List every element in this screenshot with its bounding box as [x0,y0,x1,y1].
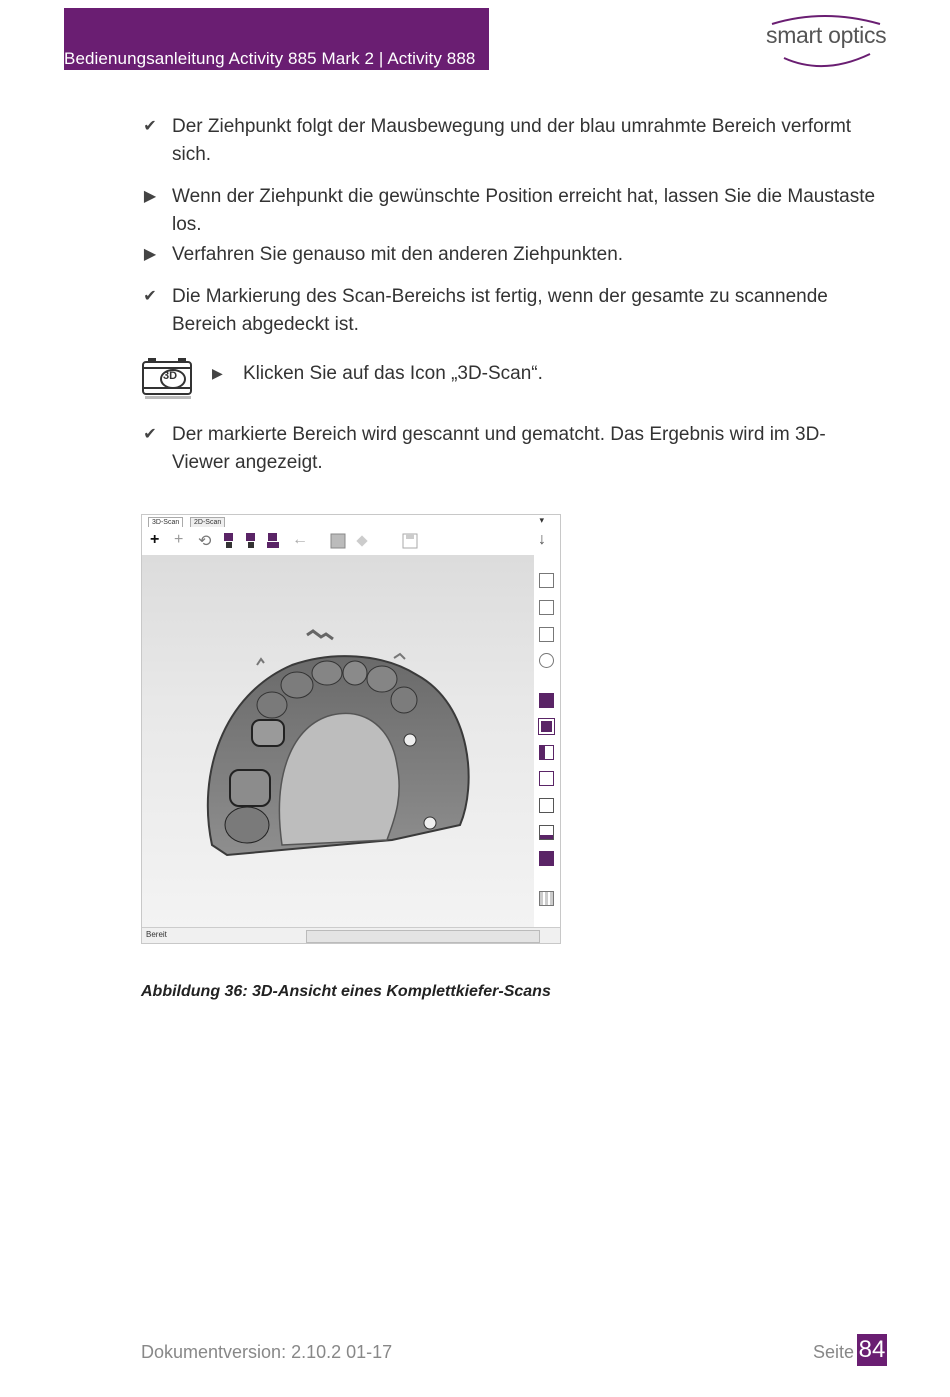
tab-2d-scan[interactable]: 2D-Scan [190,517,225,528]
purple-tooth-icon-3[interactable] [266,533,280,549]
step-text: Klicken Sie auf das Icon „3D-Scan“. [243,363,543,384]
save-icon[interactable] [402,533,418,549]
cube-view-icon-5[interactable] [539,798,554,813]
purple-tooth-icon-2[interactable] [244,533,258,549]
step-action-2 [140,241,880,269]
jaw-scan-model [142,555,534,927]
step-action-1 [140,183,880,239]
step-action-3d-scan [140,356,880,402]
cube-view-icon-6[interactable] [539,825,554,840]
logo-text: smart optics [766,22,887,48]
3d-viewer-screenshot [141,514,561,944]
document-version: Dokumentversion: 2.10.2 01-17 [141,1342,393,1362]
cube-view-icon-7[interactable] [539,851,554,866]
view-x-icon[interactable] [539,573,554,588]
cube-disabled-icon[interactable] [330,533,346,549]
check-icon: ✔ [143,118,157,135]
arrow-left-icon[interactable]: ← [292,531,308,548]
triangle-right-icon: ▶ [212,365,223,381]
purple-tooth-icon-1[interactable] [222,533,236,549]
triangle-right-icon: ▶ [143,188,157,205]
page-number: 84 [857,1334,887,1366]
check-icon: ✔ [143,426,157,443]
3d-scan-icon-label: 3D [163,370,178,382]
eraser-icon[interactable] [356,535,368,547]
figure-caption: Abbildung 36: 3D-Ansicht eines Komplettkiefer-Scans [141,983,551,1000]
step-text: Wenn der Ziehpunkt die gewünschte Position erreicht hat, lassen Sie die Maustaste los. [172,186,876,235]
view-z-icon[interactable] [539,627,554,642]
3d-model-viewport[interactable] [142,555,534,927]
cube-view-icon-3[interactable] [539,745,554,760]
step-text: Der markierte Bereich wird gescannt und gematcht. Das Ergebnis wird im 3D-Viewer angezeigt. [172,424,826,473]
grid-view-icon[interactable] [539,891,554,906]
smart-optics-logo [762,14,887,70]
status-progress-field [306,930,540,943]
3d-scan-icon [140,356,196,400]
status-text: Bereit [146,930,167,939]
step-text: Die Markierung des Scan-Bereichs ist fertig, wenn der gesamte zu scannende Bereich abgedeckt ist. [172,286,828,335]
dropdown-menu-icon[interactable]: ▾ [539,515,544,525]
view-y-icon[interactable] [539,600,554,615]
add-icon[interactable]: + [150,531,160,548]
document-title: Bedienungsanleitung Activity 885 Mark 2 | Activity 888 [64,49,476,68]
cube-view-icon-4[interactable] [539,771,554,786]
add-disabled-icon[interactable]: + [174,531,184,548]
check-icon: ✔ [143,288,157,305]
cube-view-icon-2[interactable] [539,719,554,734]
viewer-toolbar [142,527,560,556]
rotate-view-icon[interactable] [539,653,554,668]
view-toolbar [534,555,560,927]
step-result-2 [140,283,880,339]
step-text: Verfahren Sie genauso mit den anderen Ziehpunkten. [172,244,624,265]
triangle-right-icon: ▶ [143,246,157,263]
step-result-3 [140,421,880,477]
step-result-1 [140,113,880,169]
step-text: Der Ziehpunkt folgt der Mausbewegung und der blau umrahmte Bereich verformt sich. [172,116,852,165]
page-label: Seite [813,1342,855,1362]
arrow-down-icon[interactable]: ↓ [538,531,546,548]
rotate-icon[interactable]: ⟲ [198,533,212,550]
status-bar [142,927,560,944]
cube-view-icon-1[interactable] [539,693,554,708]
tab-3d-scan[interactable]: 3D-Scan [148,517,183,528]
